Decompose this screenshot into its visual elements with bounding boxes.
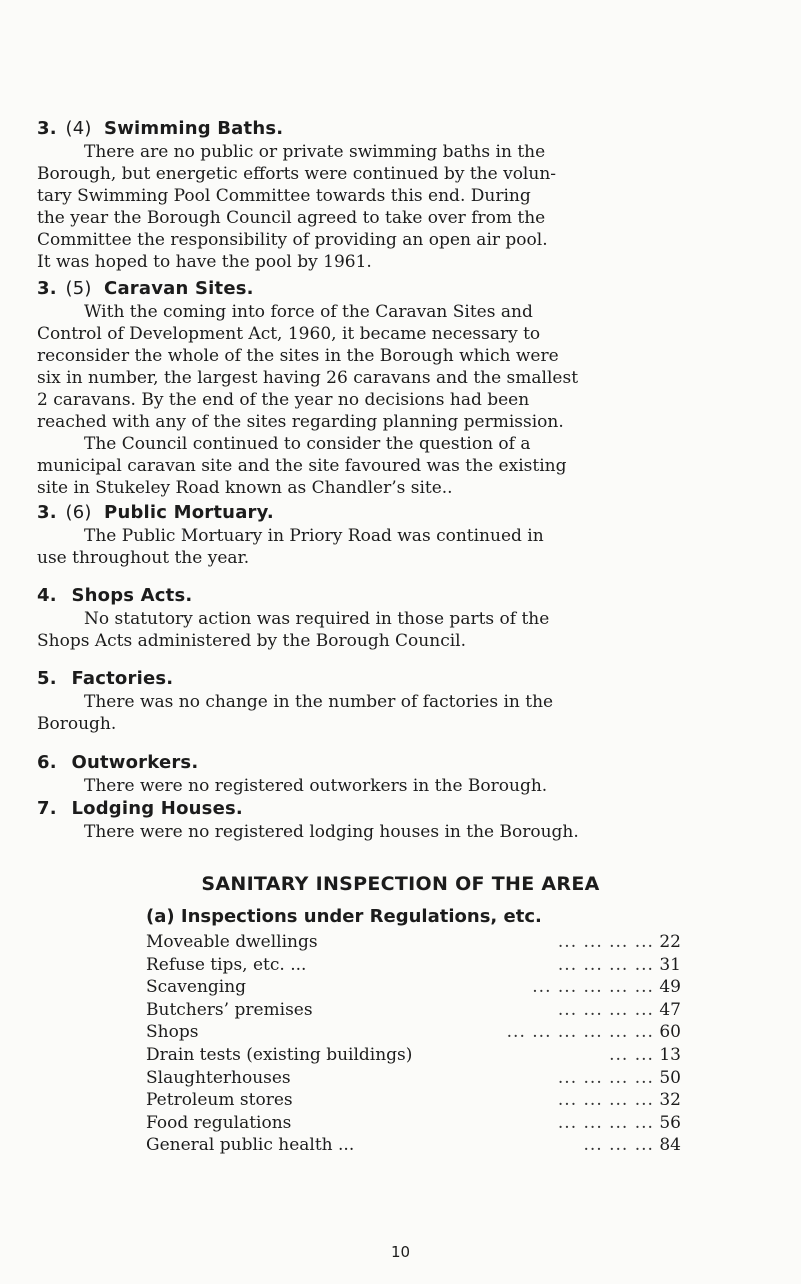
table-row (146, 1112, 681, 1135)
row-label: General public health ... (146, 1135, 355, 1156)
section-body (37, 775, 767, 797)
text-line: There was no change in the number of factories in the (84, 692, 554, 712)
text-line: Control of Development Act, 1960, it became necessary to (37, 324, 541, 344)
section-factories (37, 668, 767, 735)
text-line: There are no public or private swimming baths in the (84, 142, 546, 162)
text-line: site in Stukeley Road known as Chandler’s site.. (37, 478, 453, 498)
row-value: 60 (659, 1022, 681, 1043)
text-line: With the coming into force of the Caravan Sites and (84, 302, 533, 322)
section-heading (37, 502, 767, 523)
text-line: No statutory action was required in those parts of the (84, 609, 550, 629)
section-subnumber: (6) (65, 502, 92, 523)
text-line: There were no registered outworkers in the Borough. (84, 776, 548, 796)
text-line: use throughout the year. (37, 548, 250, 568)
section-title: Outworkers. (71, 752, 199, 773)
section-title: Swimming Baths. (104, 118, 284, 139)
section-heading (37, 798, 767, 819)
table-row (146, 1067, 681, 1090)
row-value: 13 (659, 1044, 681, 1065)
section-heading (37, 752, 767, 773)
section-body (37, 525, 767, 569)
row-dots: ... ... ... ... (557, 1090, 654, 1111)
text-line: The Council continued to consider the question of a (84, 434, 531, 454)
section-shops-acts (37, 585, 767, 652)
text-line: reconsider the whole of the sites in the Borough which were (37, 346, 559, 366)
row-value: 84 (659, 1135, 681, 1156)
section-number: 6. (37, 752, 57, 773)
table-row (146, 976, 681, 999)
row-dots: ... ... ... ... (557, 954, 654, 975)
section-swimming-baths (37, 118, 767, 273)
text-line: The Public Mortuary in Priory Road was continued in (84, 526, 544, 546)
section-number: 7. (37, 798, 57, 819)
sanitary-title: SANITARY INSPECTION OF THE AREA (201, 873, 600, 895)
row-dots: ... ... ... ... (557, 932, 654, 952)
row-value: 31 (659, 954, 681, 975)
table-row (146, 1044, 681, 1067)
section-body (37, 608, 767, 652)
table-row (146, 1134, 681, 1157)
page-number: 10 (390, 1243, 411, 1261)
section-body (37, 821, 767, 843)
section-caravan-sites (37, 278, 767, 499)
section-body (37, 691, 767, 735)
row-value: 47 (659, 999, 681, 1020)
row-label: Refuse tips, etc. ... (146, 954, 307, 975)
text-line: It was hoped to have the pool by 1961. (37, 252, 372, 272)
row-label: Food regulations (146, 1112, 292, 1133)
text-line: municipal caravan site and the site favoured was the existing (37, 456, 567, 476)
table-row (146, 954, 681, 977)
row-label: Drain tests (existing buildings) (146, 1044, 413, 1065)
section-title: Factories. (71, 668, 174, 689)
section-heading (37, 118, 767, 139)
section-number: 3. (37, 502, 57, 523)
row-value: 32 (659, 1090, 681, 1111)
section-public-mortuary (37, 502, 767, 569)
section-subnumber: (4) (65, 118, 92, 139)
row-value: 56 (659, 1112, 681, 1133)
section-heading (37, 668, 767, 689)
table-row (146, 1021, 681, 1044)
row-value: 49 (659, 977, 681, 998)
table-row (146, 931, 681, 954)
section-heading (37, 278, 767, 299)
row-label: Moveable dwellings (146, 932, 318, 952)
row-label: Petroleum stores (146, 1090, 293, 1111)
row-dots: ... ... ... ... (557, 999, 654, 1020)
row-label: Scavenging (146, 977, 247, 998)
row-label: Butchers’ premises (146, 999, 313, 1020)
row-dots: ... ... ... ... (557, 1112, 654, 1133)
text-line: tary Swimming Pool Committee towards this end. During (37, 186, 531, 206)
section-subnumber: (5) (65, 278, 92, 299)
section-number: 3. (37, 118, 57, 139)
text-line: six in number, the largest having 26 caravans and the smallest (37, 368, 579, 388)
row-label: Shops (146, 1022, 199, 1043)
section-heading (37, 585, 767, 606)
text-line: 2 caravans. By the end of the year no decisions had been (37, 390, 530, 410)
text-line: the year the Borough Council agreed to take over from the (37, 208, 546, 228)
text-line: Shops Acts administered by the Borough Council. (37, 631, 466, 651)
section-number: 3. (37, 278, 57, 299)
row-dots: ... ... (609, 1044, 654, 1065)
section-number: 4. (37, 585, 57, 606)
section-body (37, 301, 767, 499)
section-lodging-houses (37, 798, 767, 843)
row-value: 22 (659, 932, 681, 952)
row-dots: ... ... ... ... ... ... (506, 1022, 654, 1043)
row-dots: ... ... ... ... (557, 1067, 654, 1088)
section-number: 5. (37, 668, 57, 689)
row-value: 50 (659, 1067, 681, 1088)
row-dots: ... ... ... (583, 1135, 654, 1156)
row-dots: ... ... ... ... ... (532, 977, 654, 998)
inspection-table (146, 931, 681, 1157)
section-title: Public Mortuary. (104, 502, 274, 523)
section-outworkers (37, 752, 767, 797)
text-line: reached with any of the sites regarding planning permission. (37, 412, 564, 432)
section-title: Lodging Houses. (71, 798, 243, 819)
section-title: Shops Acts. (71, 585, 193, 606)
text-line: Committee the responsibility of providing an open air pool. (37, 230, 548, 250)
section-body (37, 141, 767, 273)
text-line: Borough, but energetic efforts were continued by the volun- (37, 164, 557, 184)
row-label: Slaughterhouses (146, 1067, 291, 1088)
table-row (146, 1089, 681, 1112)
table-row (146, 999, 681, 1022)
sanitary-subtitle: (a) Inspections under Regulations, etc. (146, 906, 542, 927)
text-line: Borough. (37, 714, 117, 734)
section-title: Caravan Sites. (104, 278, 254, 299)
text-line: There were no registered lodging houses in the Borough. (84, 822, 579, 842)
